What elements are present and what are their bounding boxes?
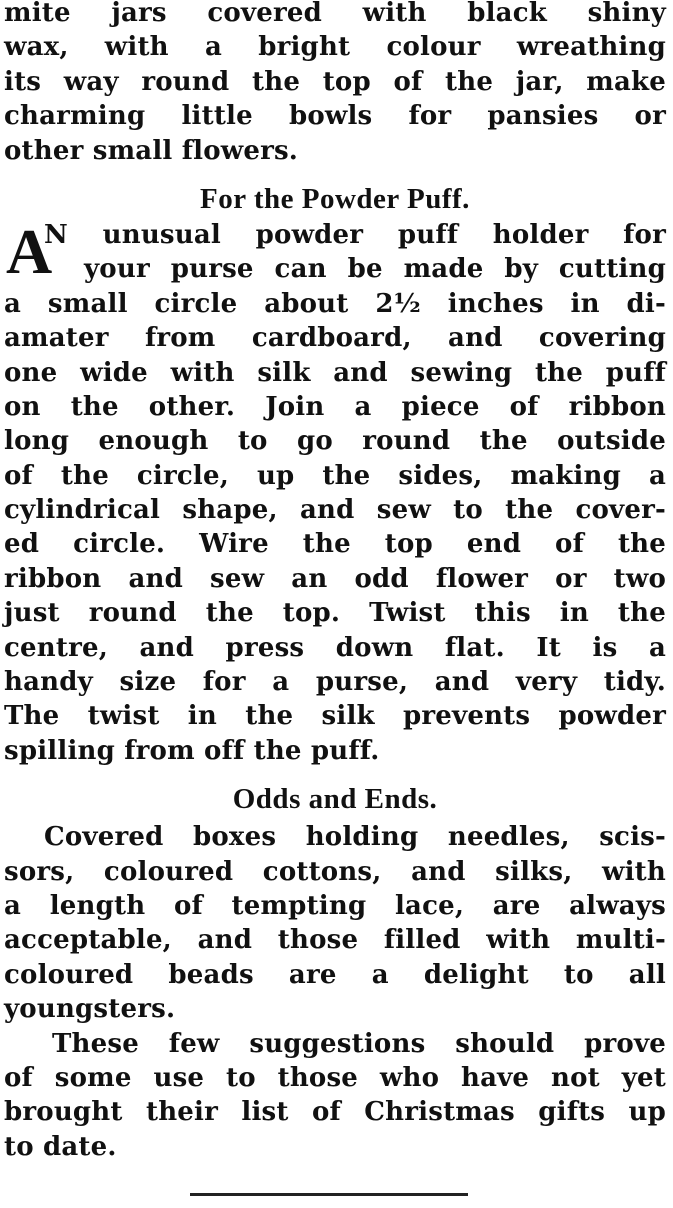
- text-line: N unusual powder puff holder for: [44, 219, 666, 250]
- text-line: its way round the top of the jar, make: [4, 66, 666, 97]
- text-line: centre, and press down flat. It is a: [4, 632, 666, 663]
- text-line: on the other. Join a piece of ribbon: [4, 391, 666, 422]
- text-line: coloured beads are a delight to all: [4, 959, 666, 990]
- text-line: amater from cardboard, and covering: [4, 323, 666, 354]
- text-line: a length of tempting lace, are always: [4, 890, 666, 921]
- text-line: other small flowers.: [4, 135, 299, 166]
- text-line: mite jars covered with black shiny: [4, 0, 666, 28]
- article-column: [4, 0, 666, 1164]
- text-line: of the circle, up the sides, making a: [4, 460, 666, 491]
- text-line: The twist in the silk prevents powder: [4, 701, 666, 732]
- text-line: sors, coloured cottons, and silks, with: [4, 856, 666, 887]
- text-line: acceptable, and those filled with multi-: [4, 925, 666, 956]
- text-line: spilling from off the puff.: [4, 735, 380, 766]
- text-line: charming little bowls for pansies or: [4, 101, 666, 132]
- text-line: wax, with a bright colour wreathing: [4, 32, 666, 63]
- text-line: handy size for a purse, and very tidy.: [4, 667, 666, 698]
- text-line: long enough to go round the outside: [4, 426, 666, 457]
- end-rule-divider: [190, 1193, 468, 1196]
- text-line: just round the top. Twist this in the: [4, 598, 666, 629]
- text-line: ribbon and sew an odd flower or two: [4, 563, 666, 594]
- section-heading-powder-puff: For the Powder Puff.: [200, 182, 470, 215]
- text-line: These few suggestions should prove: [52, 1028, 666, 1059]
- section-heading-odds-and-ends: Odds and Ends.: [232, 783, 438, 816]
- text-line: Covered boxes holding needles, scis-: [44, 822, 666, 853]
- text-line: to date.: [4, 1131, 117, 1162]
- drop-cap: A: [6, 215, 53, 287]
- text-line: your purse can be made by cutting: [84, 254, 666, 285]
- odds-and-ends-paragraph-1: [4, 820, 666, 1026]
- text-line: brought their list of Christmas gifts up: [4, 1097, 666, 1128]
- text-line: one wide with silk and sewing the puff: [4, 357, 666, 388]
- odds-and-ends-paragraph-2: [4, 1027, 666, 1165]
- text-line: cylindrical shape, and sew to the cover-: [4, 495, 666, 526]
- powder-puff-paragraph: [4, 215, 666, 768]
- text-line: a small circle about 2½ inches in di-: [4, 288, 666, 319]
- text-line: ed circle. Wire the top end of the: [4, 529, 666, 560]
- text-line: youngsters.: [4, 994, 176, 1025]
- intro-paragraph: [4, 0, 666, 168]
- text-line: of some use to those who have not yet: [4, 1062, 666, 1093]
